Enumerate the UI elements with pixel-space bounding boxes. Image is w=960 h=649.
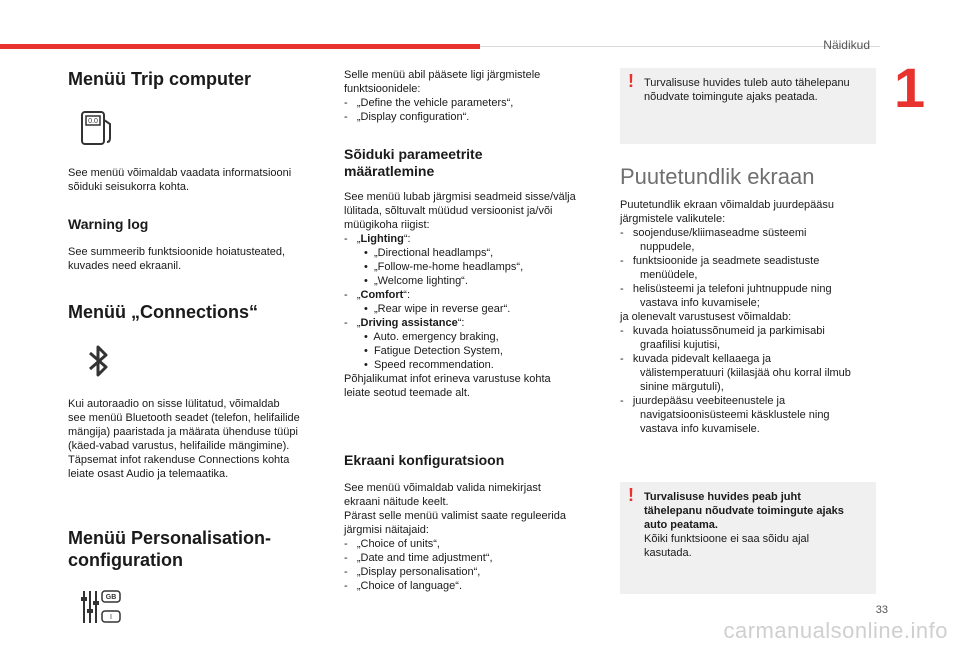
warning-icon: ! xyxy=(628,485,634,505)
connections-title: Menüü „Connections“ xyxy=(68,302,258,322)
header-divider xyxy=(480,46,880,47)
column-left xyxy=(68,68,328,631)
svg-text:I: I xyxy=(110,614,112,621)
fuel-trip-icon xyxy=(78,108,118,148)
trip-computer-title: Menüü Trip computer xyxy=(68,69,252,89)
safety-warning-box: ! Turvalisuse huvides tuleb auto tähelepanu nõudvate toimingute ajaks peatada. xyxy=(620,68,876,144)
driving-assistance-label: Driving assistance xyxy=(360,317,458,329)
settings-sliders-icon xyxy=(78,587,124,627)
touchscreen-title: Puutetundlik ekraan xyxy=(620,164,815,189)
header-red-bar xyxy=(0,44,480,49)
column-middle xyxy=(344,68,604,593)
screen-config-title: Ekraani konfiguratsioon xyxy=(344,452,505,468)
warning-log-text: See summeerib funktsioonide hoiatusteated, kuvades need ekraanil. xyxy=(68,246,286,272)
screen-config-text: See menüü võimaldab valida nimekirjast ekraani näitude keelt. Pärast selle menüü valimist saate reguleerida järgmisi näitajaid: - „Choice of units“, - „Date and time adjustment“, - „Display personalisation“, - „Choice of language“. xyxy=(344,482,566,592)
section-label: Näidikud xyxy=(823,38,870,52)
trip-computer-text: See menüü võimaldab vaadata informatsiooni sõiduki seisukorra kohta. xyxy=(68,167,292,193)
page-number: 33 xyxy=(875,604,888,616)
touchscreen-text: Puutetundlik ekraan võimaldab juurdepääsu järgmistele valikutele: - soojenduse/kliimaseadme süsteemi nuppudele, - funktsioonide ja seadmete seadistuste menüüdele, - helisüsteemi ja telefoni juhtnuppude ning vastava info kuvamisele; ja olenevalt varustusest võimaldab: - kuvada hoiatussõnumeid ja parkimisabi graafilisi kujutisi, - kuvada pidevalt kellaaega ja välistemperatuuri (kiilasjää ohu korral ilmub sinine märgutuli), - juurdepääsu veebiteenustele ja navigatsioonisüsteemi käsklustele ning vastava info kuvamisele. xyxy=(620,199,851,435)
chapter-number: 1 xyxy=(894,56,926,119)
personalisation-title: Menüü Personalisation- configuration xyxy=(68,528,272,570)
svg-text:GB: GB xyxy=(105,594,117,601)
vehicle-params-text: See menüü lubab järgmisi seadmeid sisse/välja lülitada, sõltuvalt müüdud versioonist ja/või müügikoha riigist: - „Lighting“: • „Directional headlamps“, • „Follow-me-home headlamps“, • „Welcome lighting“. - „Comfort“: • „Rear wipe in reverse gear“. - „Driving assistance“: • Auto. emergency braking, • Fatigue Detection System, • Speed recommendation. Põhjalikumat infot erineva varustuse kohta leiate seotud teemade alt. xyxy=(344,191,576,399)
bluetooth-icon xyxy=(78,341,118,381)
driver-warning-box: ! Turvalisuse huvides peab juht tähelepanu nõudvate toimingute ajaks auto peatama. Kõiki funktsioone ei saa sõidu ajal kasutada. xyxy=(620,482,876,594)
column-right xyxy=(620,68,876,594)
svg-text:0.0: 0.0 xyxy=(88,118,98,125)
warning-icon: ! xyxy=(628,71,634,91)
warning-log-title: Warning log xyxy=(68,216,149,232)
menu-intro-text: Selle menüü abil pääsete ligi järgmistele funktsioonidele: - „Define the vehicle parameters“, - „Display configuration“. xyxy=(344,69,541,123)
watermark: carmanualsonline.info xyxy=(723,618,948,643)
connections-text: Kui autoraadio on sisse lülitatud, võimaldab see menüü Bluetooth seadet (telefon, helifailide mängija) paaristada ja määrata ühenduse tüüpi (käed-vabad varustus, helifailide mängimine). Täpsemat infot rakenduse Connections kohta leiate osast Audio ja telemaatika. xyxy=(68,398,300,480)
vehicle-params-title: Sõiduki parameetrite määratlemine xyxy=(344,146,483,179)
comfort-label: Comfort xyxy=(360,289,404,301)
lighting-label: Lighting xyxy=(360,233,404,245)
